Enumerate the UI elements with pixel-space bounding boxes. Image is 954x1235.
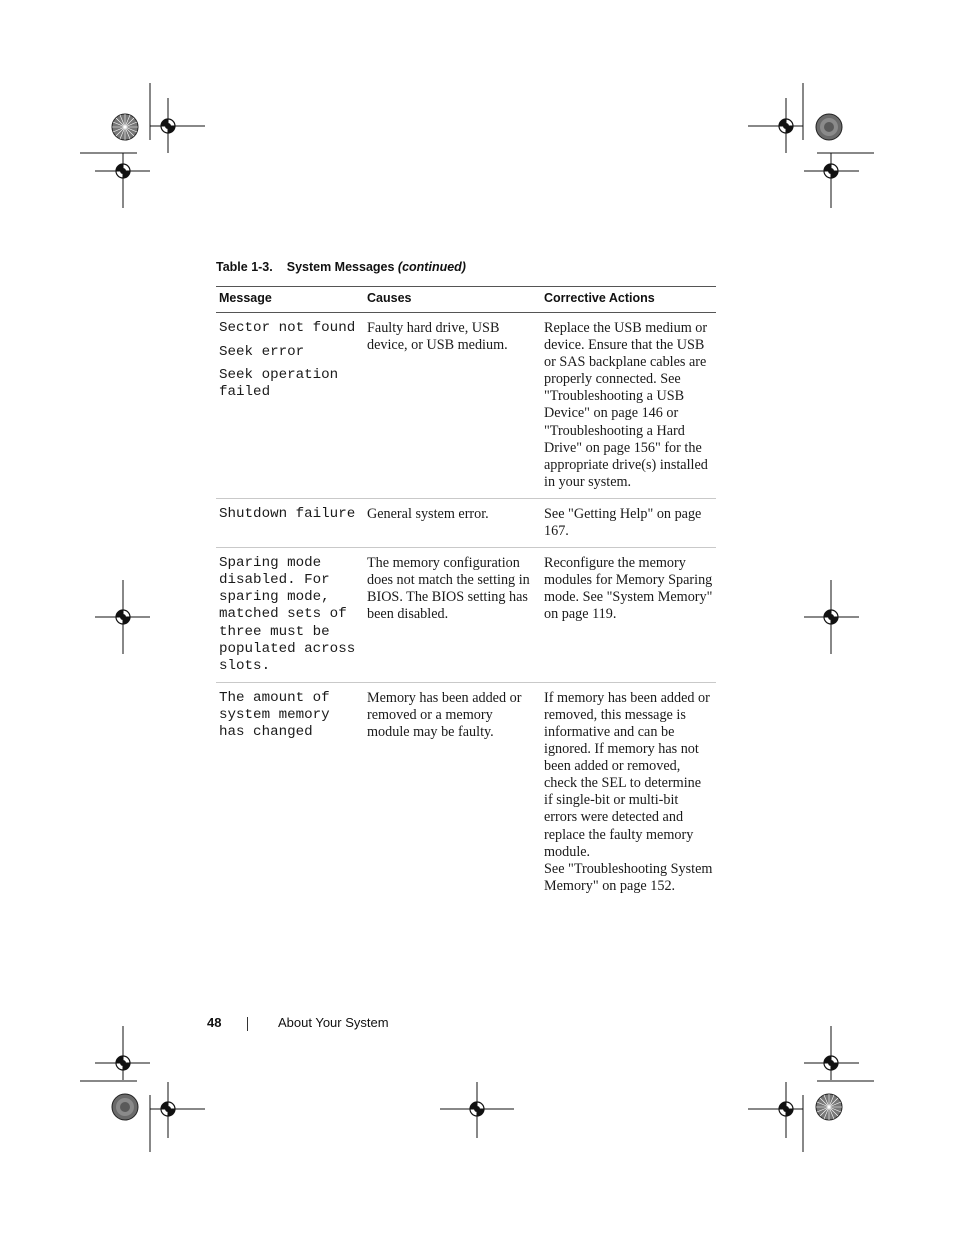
table-row [216,682,716,902]
cause-cell: Faulty hard drive, USB device, or USB medium. [364,313,541,499]
message-text: Sparing mode disabled. For sparing mode, matched sets of three must be populated across slots. [219,555,356,674]
message-cell [216,548,364,683]
table-header-row [216,287,716,313]
cause-cell: The memory configuration does not match the setting in BIOS. The BIOS setting has been disabled. [364,548,541,683]
cause-cell: General system error. [364,498,541,547]
message-text: Seek operation failed [219,367,339,401]
header-corrective-actions: Corrective Actions [541,287,716,313]
action-cell: See "Getting Help" on page 167. [541,498,716,547]
header-message: Message [216,287,364,313]
continued-label: (continued) [397,260,466,274]
footer-section-title: About Your System [278,1015,389,1030]
action-text: If memory has been added or removed, this message is informative and can be ignored. If memory has not been added or removed, check the SEL to determine if single-bit or multi-bit errors were detected and replace the faulty memory module. [544,689,710,860]
action-cell: Replace the USB medium or device. Ensure that the USB or SAS backplane cables are properly connected. See "Troubleshooting a USB Device" on page 146 or "Troubleshooting a Hard Drive" on page 156" for the appropriate drive(s) installed in your system. [541,313,716,499]
action-cell [541,682,716,902]
message-cell [216,313,364,499]
table-row [216,313,716,499]
message-text: Sector not found [219,320,356,336]
action-text: See "Troubleshooting System Memory" on page 152. [544,860,713,894]
page-number: 48 [207,1015,222,1030]
action-cell: Reconfigure the memory modules for Memory Sparing mode. See "System Memory" on page 119. [541,548,716,683]
system-messages-table [216,286,716,902]
table-title: System Messages [286,260,395,274]
message-text: The amount of system memory has changed [219,689,330,740]
cause-cell: Memory has been added or removed or a memory module may be faulty. [367,689,522,740]
message-text: Shutdown failure [219,505,356,522]
table-row [216,548,716,683]
header-causes: Causes [364,287,541,313]
footer-divider [247,1017,248,1031]
message-cell [216,682,364,902]
message-text: Seek error [219,343,305,360]
table-row [216,498,716,547]
table-number: Table 1-3. [216,260,273,274]
table-caption [216,260,466,274]
message-cell [216,498,364,547]
page-footer [207,1015,389,1030]
